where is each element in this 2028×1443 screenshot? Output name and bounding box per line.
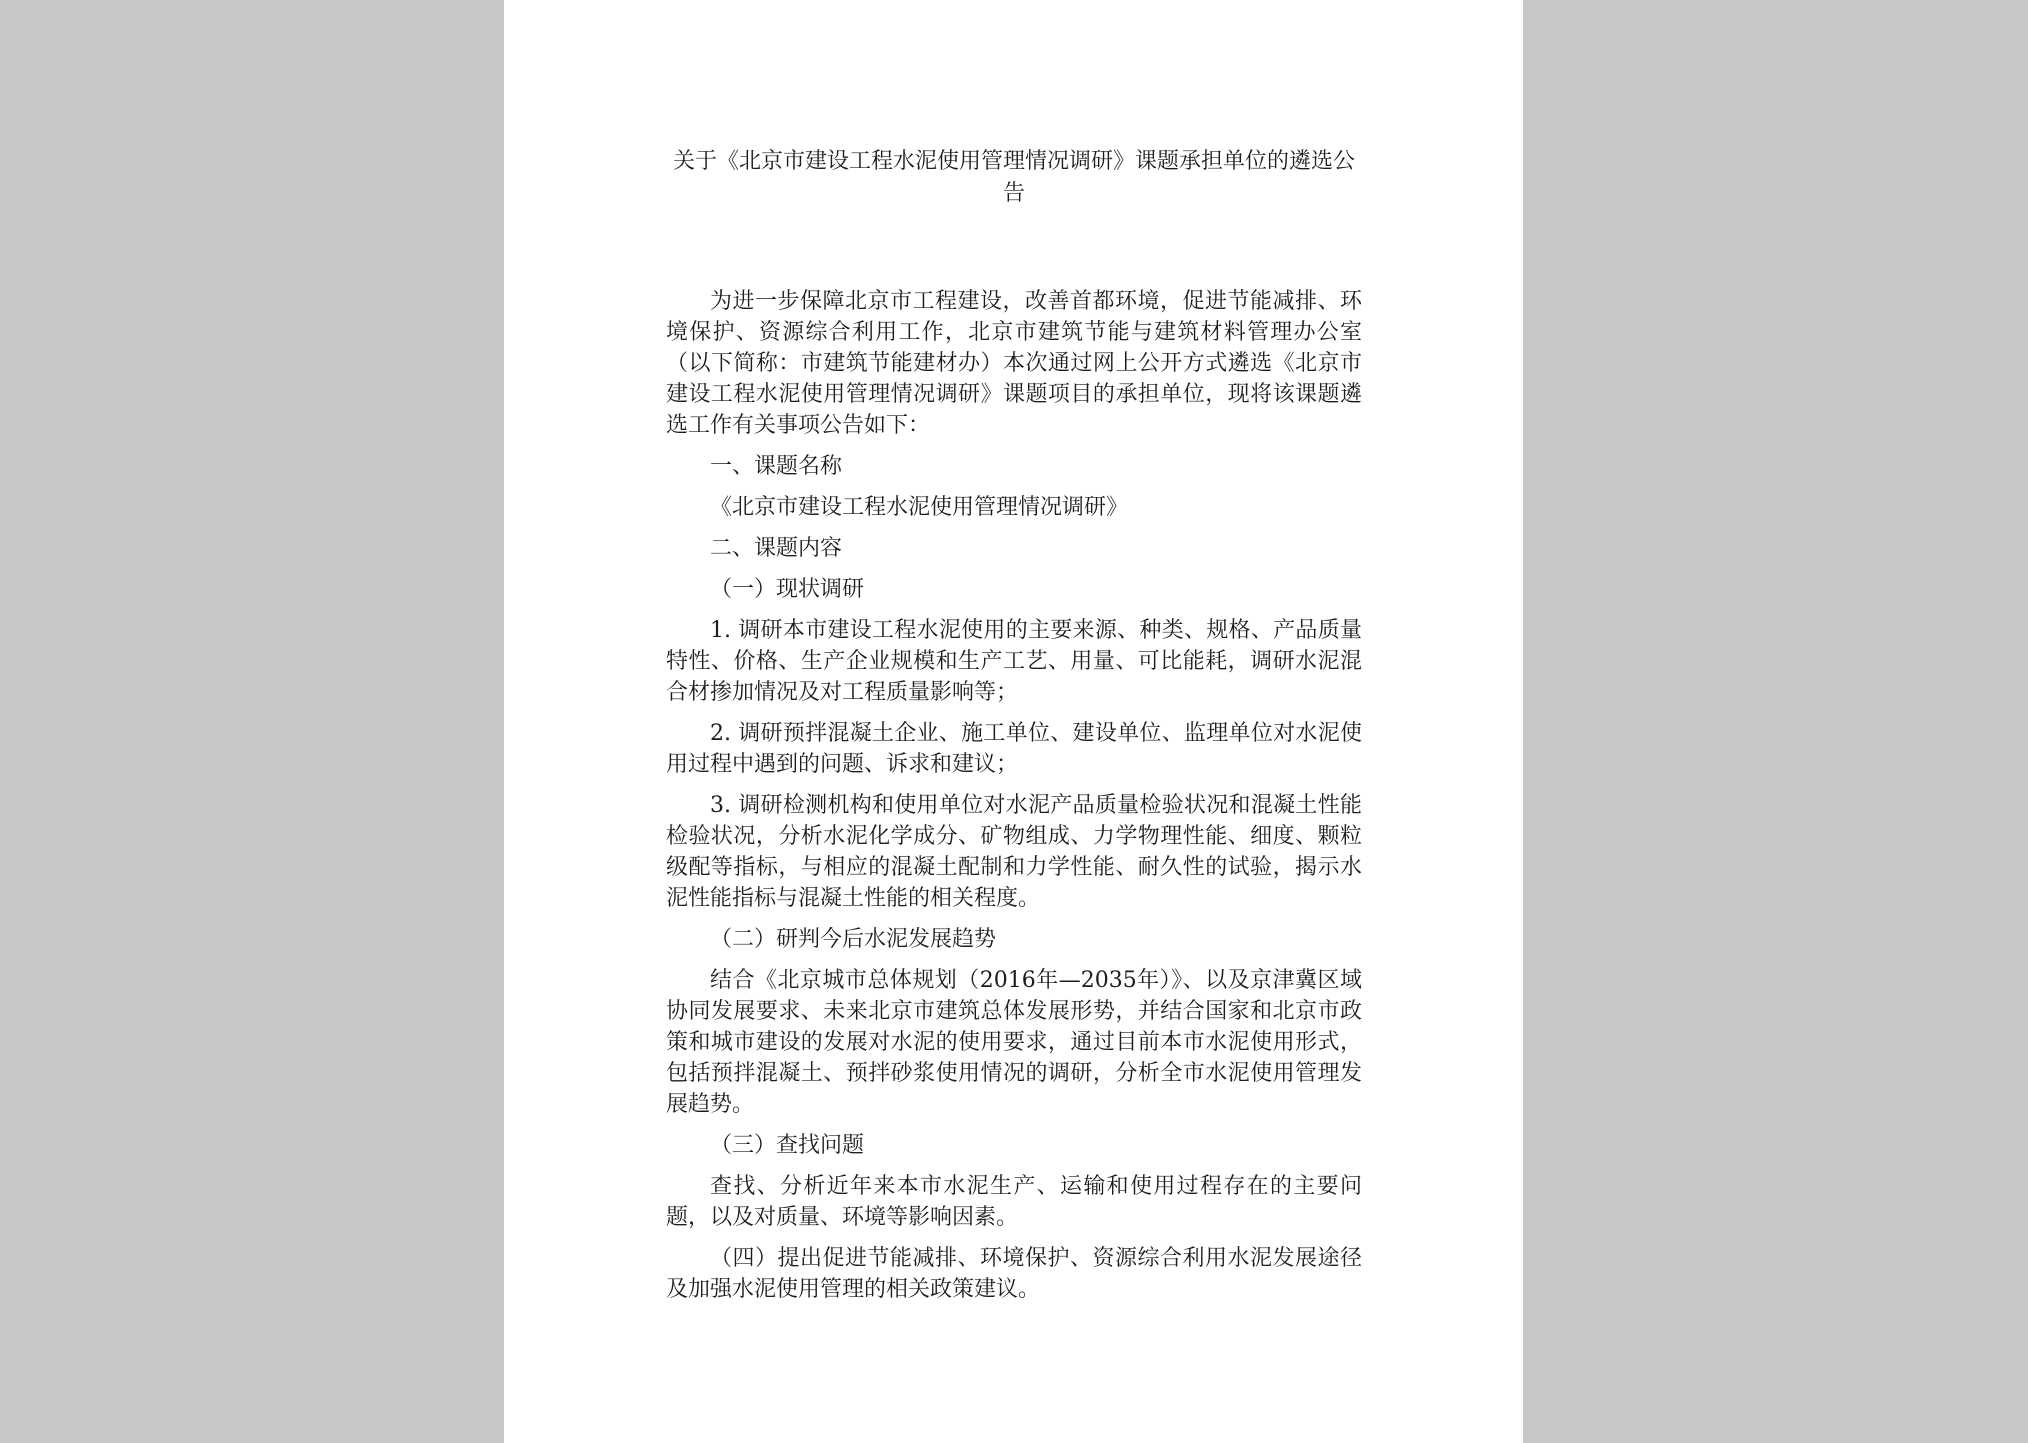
- survey-item-2: 2. 调研预拌混凝土企业、施工单位、建设单位、监理单位对水泥使用过程中遇到的问题、诉求和建议；: [666, 721, 1362, 777]
- document-title: 关于《北京市建设工程水泥使用管理情况调研》课题承担单位的遴选公告: [672, 149, 1355, 206]
- document-page: [504, 0, 1523, 1443]
- trend-paragraph: 结合《北京城市总体规划（2016年—2035年）》、以及京津冀区域协同发展要求、未来北京市建筑总体发展形势，并结合国家和北京市政策和城市建设的发展对水泥的使用要求，通过目前本市水泥使用形式，包括预拌混凝土、预拌砂浆使用情况的调研，分析全市水泥使用管理发展趋势。: [666, 968, 1362, 1117]
- policy-paragraph: （四）提出促进节能减排、环境保护、资源综合利用水泥发展途径及加强水泥使用管理的相关政策建议。: [666, 1246, 1362, 1302]
- survey-item-3: 3. 调研检测机构和使用单位对水泥产品质量检验状况和混凝土性能检验状况，分析水泥化学成分、矿物组成、力学物理性能、细度、颗粒级配等指标，与相应的混凝土配制和力学性能、耐久性的试验，揭示水泥性能指标与混凝土性能的相关程度。: [666, 793, 1362, 911]
- subsection-heading-problems: （三）查找问题: [710, 1133, 865, 1158]
- subsection-heading-trend: （二）研判今后水泥发展趋势: [710, 927, 997, 952]
- survey-item-1: 1. 调研本市建设工程水泥使用的主要来源、种类、规格、产品质量特性、价格、生产企业规模和生产工艺、用量、可比能耗，调研水泥混合材掺加情况及对工程质量影响等；: [666, 618, 1362, 705]
- document-body: [666, 286, 1362, 1315]
- section-heading-topic-content: 二、课题内容: [710, 536, 843, 561]
- section-heading-topic-name: 一、课题名称: [710, 454, 843, 479]
- subsection-heading-survey: （一）现状调研: [710, 577, 865, 602]
- topic-name: 《北京市建设工程水泥使用管理情况调研》: [710, 495, 1129, 520]
- intro-paragraph: 为进一步保障北京市工程建设，改善首都环境，促进节能减排、环境保护、资源综合利用工作，北京市建筑节能与建筑材料管理办公室（以下简称：市建筑节能建材办）本次通过网上公开方式遴选《北京市建设工程水泥使用管理情况调研》课题项目的承担单位，现将该课题遴选工作有关事项公告如下：: [666, 289, 1362, 438]
- problems-paragraph: 查找、分析近年来本市水泥生产、运输和使用过程存在的主要问题，以及对质量、环境等影响因素。: [666, 1174, 1362, 1230]
